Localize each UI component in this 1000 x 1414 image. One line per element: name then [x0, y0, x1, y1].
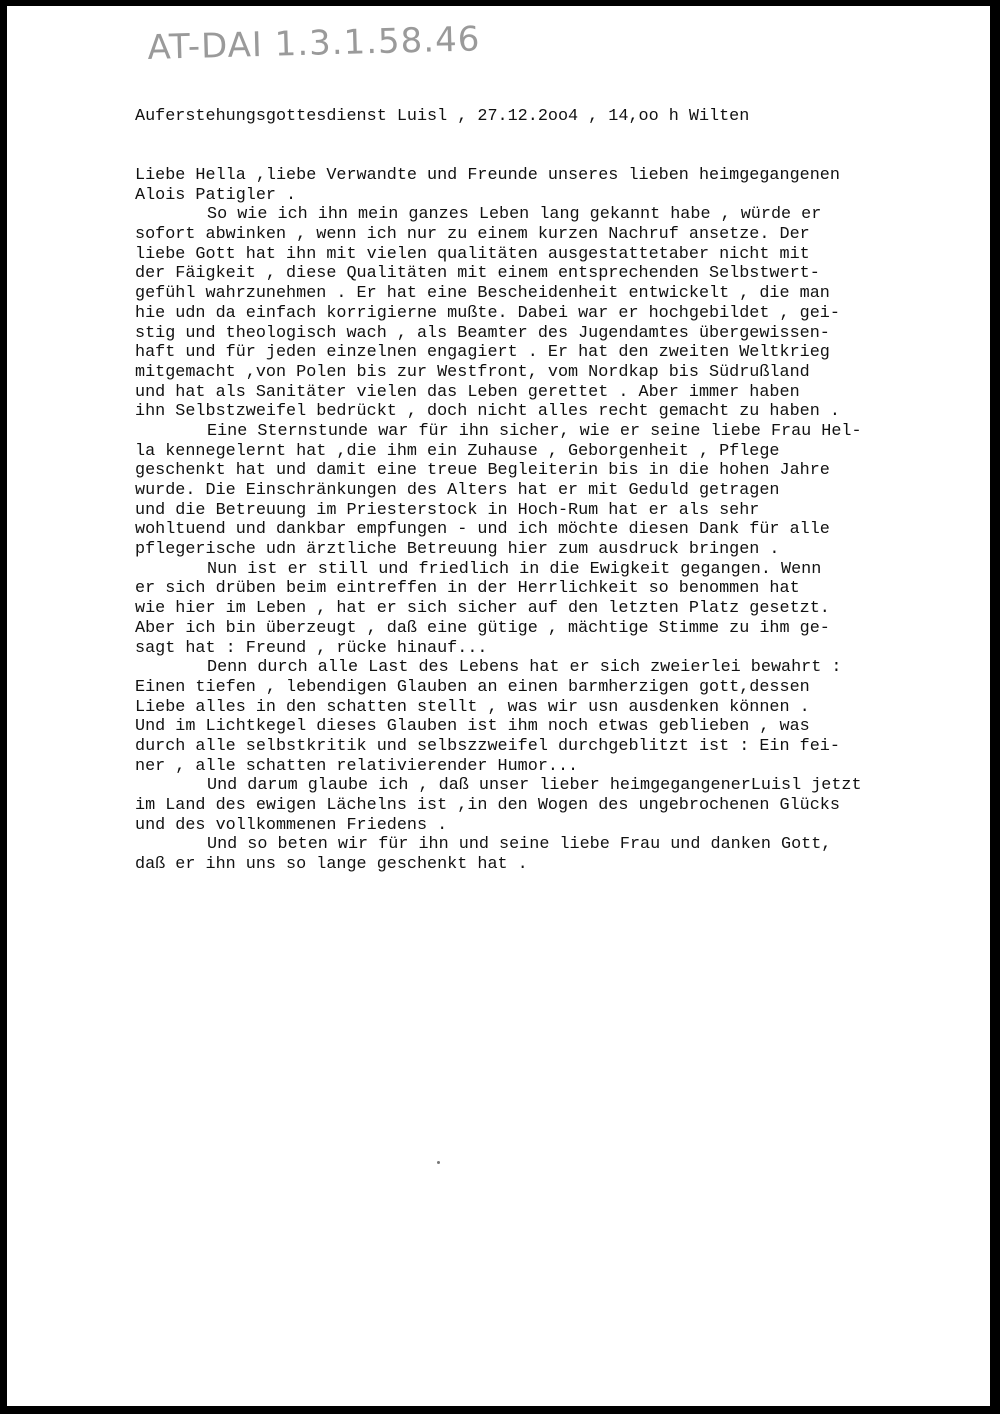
document-page — [7, 6, 990, 1406]
text-line: liebe Gott hat ihn mit vielen qualitäten ausgestattetaber nicht mit — [135, 244, 810, 264]
text-line: Einen tiefen , lebendigen Glauben an einen barmherzigen gott,dessen — [135, 677, 810, 697]
text-line: er sich drüben beim eintreffen in der Herrlichkeit so benommen hat — [135, 579, 800, 599]
text-line: wurde. Die Einschränkungen des Alters hat er mit Geduld getragen — [135, 481, 780, 500]
text-line: Alois Patigler . — [135, 185, 297, 205]
text-line: ihn Selbstzweifel bedrückt , doch nicht alles recht gemacht zu haben . — [135, 402, 840, 422]
document-heading: Auferstehungsgottesdienst Luisl , 27.12.2oo4 , 14,oo h Wilten — [135, 107, 750, 126]
text-line: gefühl wahrzunehmen . Er hat eine Bescheidenheit entwickelt , die man — [135, 284, 830, 304]
text-line: Und im Lichtkegel dieses Glauben ist ihm noch etwas geblieben , was — [135, 717, 810, 737]
text-line: und hat als Sanitäter vielen das Leben gerettet . Aber immer haben — [135, 382, 800, 402]
text-line: sagt hat : Freund , rücke hinauf... — [135, 638, 488, 658]
text-line: ner , alle schatten relativierender Humor... — [135, 756, 579, 776]
text-line: geschenkt hat und damit eine treue Begleiterin bis in die hohen Jahre — [135, 461, 830, 481]
text-line: und die Betreuung im Priesterstock in Hoch-Rum hat er als sehr — [135, 500, 760, 520]
text-line: mitgemacht ,von Polen bis zur Westfront, vom Nordkap bis Südrußland — [135, 362, 810, 382]
text-line: Eine Sternstunde war für ihn sicher, wie er seine liebe Frau Hel- — [207, 421, 862, 441]
text-line: daß er ihn uns so lange geschenkt hat . — [135, 855, 528, 875]
document-body — [135, 166, 985, 875]
text-line: hie udn da einfach korrigierne mußte. Dabei war er hochgebildet , gei- — [135, 303, 840, 323]
text-line: der Fäigkeit , diese Qualitäten mit einem entsprechenden Selbstwert- — [135, 264, 820, 284]
text-line: haft und für jeden einzelnen engagiert . Er hat den zweiten Weltkrieg — [135, 343, 830, 363]
text-line: Liebe alles in den schatten stellt , was wir usn ausdenken können . — [135, 697, 810, 717]
text-line: Aber ich bin überzeugt , daß eine gütige , mächtige Stimme zu ihm ge- — [135, 618, 830, 638]
text-line: Und darum glaube ich , daß unser lieber heimgegangenerLuisl jetzt — [207, 776, 862, 796]
text-line: sofort abwinken , wenn ich nur zu einem kurzen Nachruf ansetze. Der — [135, 225, 810, 245]
text-line: stig und theologisch wach , als Beamter des Jugendamtes übergewissen- — [135, 323, 830, 343]
text-line: wohltuend und dankbar empfungen - und ich möchte diesen Dank für alle — [135, 520, 830, 540]
text-line: im Land des ewigen Lächelns ist ,in den Wogen des ungebrochenen Glücks — [135, 796, 840, 815]
text-line: Und so beten wir für ihn und seine liebe Frau und danken Gott, — [207, 835, 832, 855]
text-line: Liebe Hella ,liebe Verwandte und Freunde unseres lieben heimgegangenen — [135, 166, 840, 185]
archive-signature-stamp: AT-DAI 1.3.1.58.46 — [147, 19, 481, 68]
text-line: durch alle selbstkritik und selbszzweifel durchgeblitzt ist : Ein fei- — [135, 736, 840, 756]
text-line: Denn durch alle Last des Lebens hat er sich zweierlei bewahrt : — [207, 658, 842, 678]
text-line: Nun ist er still und friedlich in die Ewigkeit gegangen. Wenn — [207, 559, 822, 579]
text-line: pflegerische udn ärztliche Betreuung hier zum ausdruck bringen . — [135, 540, 780, 560]
text-line: la kennegelernt hat ,die ihm ein Zuhause , Geborgenheit , Pflege — [135, 441, 780, 461]
scan-speck — [437, 1161, 440, 1164]
text-line: wie hier im Leben , hat er sich sicher auf den letzten Platz gesetzt. — [135, 599, 830, 619]
text-line: So wie ich ihn mein ganzes Leben lang gekannt habe , würde er — [207, 205, 822, 225]
text-line: und des vollkommenen Friedens . — [135, 815, 448, 835]
